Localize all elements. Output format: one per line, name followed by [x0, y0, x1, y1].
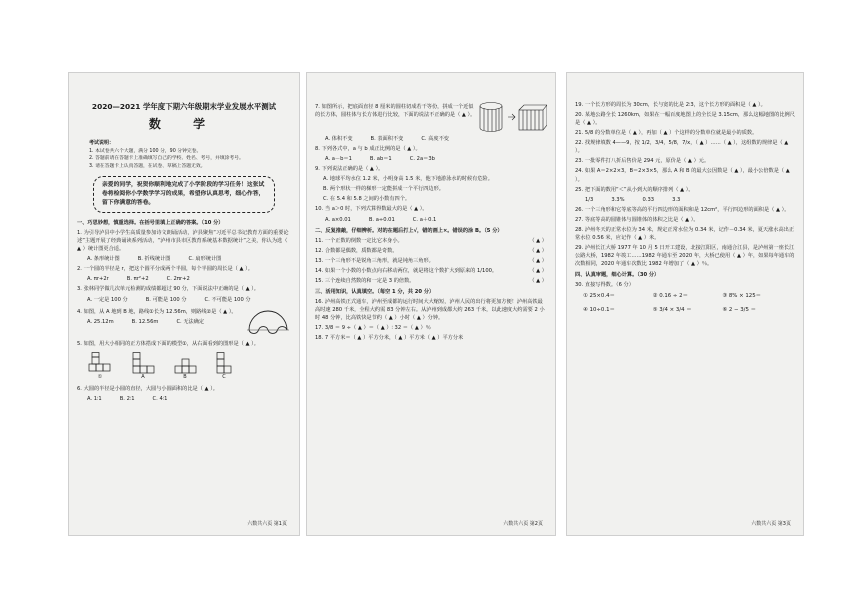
- question-6-options: [87, 395, 291, 403]
- exam-notes: [89, 140, 291, 170]
- option: C. 不可能是 100 分: [204, 296, 251, 303]
- question-20: 20. 某地公路全长 1260km，如果在一幅百度地图上的全长是 3.15cm，那么这幅地图的比例尺是（ ▲ ）。: [575, 112, 795, 127]
- option: C. 高度不变: [421, 136, 449, 142]
- option: B. 表面积不变: [370, 136, 404, 142]
- exam-page-3: [566, 72, 804, 536]
- number: 1/3: [585, 196, 594, 203]
- question-21: 21. 5/8 的分数单位是（ ▲ ），再加（ ▲ ）个这样的分数单位就是最小的质数。: [575, 130, 758, 137]
- calc-item: ⑤ 3/4 × 3/4 ＝: [652, 306, 692, 313]
- calc-item: ⑥ 2 − 3/5 ＝: [722, 306, 757, 313]
- judge-item: [315, 247, 547, 255]
- calc-item: ① 25×0.4＝: [583, 293, 615, 300]
- question-22: 22. 找规律填数 4——9，按 1/2，3/4，5/8，7/x，（ ▲ ）……（ ▲ ），这组数的规律是（ ▲ ）。: [575, 140, 789, 155]
- option: A. a－b＝1: [325, 156, 352, 163]
- question-17: 17. 3/8 ＝ 9 ÷（ ▲ ）＝（ ▲ ）∶ 32 ＝（ ▲ ）％: [315, 325, 431, 332]
- option: A. πr+2r: [87, 276, 109, 283]
- exam-title: 2020—2021 学年度下期六年级期末学业发展水平测试: [91, 102, 277, 111]
- note-1: 1. 本试卷共六个大题，满分 100 分，90 分钟完卷。: [89, 148, 202, 154]
- question-9: 9. 下列说法正确的是（ ▲ ）。: [315, 166, 384, 173]
- judge-item: [315, 257, 547, 265]
- question-2: 2. 一个圆的半径是 r，把这个圆平分成两个半圆，每个半圆的周长是（ ▲ ）。: [77, 266, 253, 273]
- figure-model: [87, 352, 113, 382]
- question-26: 26. 一个三角形和它等底等高的平行四边形的面积和是 12cm²，平行四边形的面积是（ ▲ ）。: [575, 206, 790, 213]
- option: B. ab＝1: [369, 156, 392, 163]
- page-footer: 六数共六页 第3页: [751, 521, 791, 528]
- question-5: 5. 如图，用大小相同的正方体搭成下面的模型①，从右面看到的图形是（ ▲ ）。: [77, 340, 259, 347]
- option: B. πr²+2: [126, 276, 149, 283]
- section-3-heading: 三、活用知识，认真填空。（每空 1 分，共 20 分）: [315, 288, 435, 295]
- question-9-option-a: A. 地球平均水位 1.2 米，小明身高 1.5 米，他下地游泳水的时候有危险。: [323, 176, 493, 183]
- section-1-heading: 一、巧思妙想，慎重选择。在括号里填上正确的答案。（10 分）: [77, 220, 224, 227]
- answer-blank: （ ▲ ）: [529, 237, 547, 244]
- exam-page-1: [68, 72, 300, 536]
- option: C. 无法确定: [176, 318, 205, 325]
- judge-text: 12. 合数都是偶数，质数都是奇数。: [315, 247, 398, 254]
- section-4-heading: 四、认真审题，细心计算。（30 分）: [575, 272, 660, 279]
- question-23: 23. 一批零件打八折后售价是 294 元，原价是（ ▲ ）元。: [575, 158, 710, 165]
- number: 0.33: [642, 196, 655, 203]
- judge-item: [315, 237, 547, 245]
- figure-label: C: [222, 373, 226, 380]
- question-6: 6. 大圆的半径是小圆的直径，大圆与小圆面积的比是（ ▲ ）。: [77, 386, 218, 393]
- subject-title: 数 学: [148, 117, 220, 132]
- judge-item: [315, 277, 547, 285]
- question-30: 30. 直接写得数。（6 分）: [575, 282, 634, 289]
- option: C. 2a＝3b: [409, 156, 435, 163]
- judge-text: 15. 三个连续自然数的和一定是 3 的倍数。: [315, 277, 415, 284]
- question-8: 8. 下列各式中，a 与 b 成正比例的是（ ▲ ）。: [315, 146, 421, 153]
- cylinder-to-cuboid-diagram: [477, 101, 547, 133]
- figure-c: [215, 352, 233, 382]
- option: A. 条形统计图: [87, 256, 120, 263]
- question-19: 19. 一个长方形的周长为 30cm，长与宽的比是 2∶3，这个长方形的面积是（ ▲ ）。: [575, 102, 766, 108]
- page-footer: 六数共六页 第2页: [503, 521, 543, 528]
- option: B. 可能是 100 分: [145, 296, 187, 303]
- answer-blank: （ ▲ ）: [529, 267, 547, 274]
- answer-blank: （ ▲ ）: [529, 257, 547, 264]
- option: B. 12.56m: [131, 318, 159, 325]
- option: A. 25.12m: [87, 318, 114, 325]
- answer-blank: （ ▲ ）: [529, 247, 547, 254]
- question-4: 4. 如图，从 A 地到 B 地，路线①长为 12.56m，则路线②是（ ▲ ）。: [77, 308, 237, 315]
- cube-model-icon: [87, 352, 113, 374]
- cube-figures: [87, 352, 281, 382]
- option-c-shape-icon: [215, 352, 233, 374]
- question-7: 7. 如图所示，把底面直径 8 厘米的圆柱切成若干等份，拼成一个近似的长方体，圆柱体与长方体进行比较，下面的说法不正确的是（ ▲ ）。: [315, 104, 476, 119]
- calculation-grid: [583, 292, 787, 314]
- question-10: 10. 当 a＞0 时，下列式算得数最大的是（ ▲ ）。: [315, 206, 428, 213]
- option: B. 折线统计图: [137, 256, 171, 263]
- question-2-options: [87, 275, 291, 283]
- calc-item: ③ 8% × 125＝: [722, 293, 762, 300]
- option: C. 2πr+2: [166, 276, 190, 283]
- option: B. a÷0.01: [368, 216, 395, 223]
- figure-label: ①: [97, 373, 103, 380]
- question-29: 29. 泸州长江大桥 1977 年 10 月 5 日开工建设，北接江阳区，南通合江县，是泸州第一座长江公路大桥，1982 年竣工……1982 年通车至 2020 年，大桥已使用（ ▲ ）年，如果每年通车的次数相同，2020 年通车次数比 1982 年增加了（ ▲ ）％。: [575, 244, 795, 268]
- question-25: 25. 把下面的数用“＜”从小到大的顺序排列（ ▲ ）。: [575, 186, 694, 193]
- option: C. 4∶1: [152, 396, 168, 403]
- question-3: 3. 张林同学做几次单元检测的成绩都超过 90 分，下面说法中正确的是（ ▲ ）。: [77, 286, 259, 293]
- number: 3.3%: [611, 196, 625, 203]
- option: B. 2∶1: [119, 396, 135, 403]
- option: C. 扇形统计图: [188, 256, 222, 263]
- section-2-heading: 二、反复推敲，仔细辨析。对的在题后打上√，错的画上×。错误的涂 B。（5 分）: [315, 227, 503, 234]
- figure-b: [173, 352, 197, 382]
- note-2: 2. 答题前请在答题卡上准确填写自己的学校、姓名、考号，并填涂考号。: [89, 156, 244, 162]
- option: A. 体积不变: [325, 136, 353, 142]
- question-10-options: [325, 216, 547, 224]
- question-24: 24. 如果 A＝2×2×3，B＝2×3×5，那么 A 和 B 的最大公因数是（ ▲ ），最小公倍数是（ ▲ ）。: [575, 168, 790, 183]
- figure-label: B: [183, 373, 187, 380]
- calc-item: ④ 10÷0.1＝: [583, 306, 615, 313]
- judge-text: 14. 如果一个小数的小数点向右移动两位，就是将这个数扩大到原来的 1/100。: [315, 267, 498, 274]
- question-7-options: [325, 135, 547, 143]
- judge-text: 11. 一个正数的倒数一定比它本身小。: [315, 237, 403, 244]
- note-3: 3. 请在答题卡上认真答题，在试卷、草稿上答题无效。: [89, 163, 206, 169]
- question-8-options: [325, 155, 547, 163]
- exam-page-2: [306, 72, 556, 536]
- question-1: 1. 为引导泸县中小学生高质量参加诗文朗诵活动，泸县聚焦“习近平总书记教育方面的重要论述”主题开展了经典诵读系列活动，“泸州市县市区教育系统基本数据统计”之美，你认为选（ ▲ ）统计图更合适。: [77, 230, 289, 253]
- question-4-options: [87, 318, 245, 326]
- calc-item: ② 0.16 ÷ 2＝: [652, 293, 688, 300]
- question-1-options: [87, 255, 291, 263]
- option: A. 1∶1: [87, 396, 102, 403]
- page-footer: 六数共六页 第1页: [247, 521, 287, 528]
- question-9-option-c: C. 在 5.4 和 5.8 之间的小数有四个。: [323, 196, 411, 203]
- option: A. 一定是 100 分: [87, 296, 128, 303]
- option-a-shape-icon: [131, 352, 155, 374]
- encouragement-box: 亲爱的同学，祝贺你顺利地完成了小学阶段的学习任务！这张试卷将检阅你小学数学学习的成果，希望你认真思考，细心作答，留下你满意的答卷。: [93, 176, 275, 213]
- answer-blank: （ ▲ ）: [529, 277, 547, 284]
- question-28: 28. 泸州冬天的正常水位为 34 米，规定正常水位为 0.34 米，记作－0.34 米，夏天涨水高出正常水位 0.56 米，应记作（ ▲ ）米。: [575, 226, 795, 241]
- question-18: 18. 7 平方米＝（ ▲ ）平方分米，（ ▲ ）平方米（ ▲ ）平方分米: [315, 335, 464, 342]
- judge-text: 13. 一个三角形不是锐角三角形，就是钝角三角形。: [315, 257, 434, 264]
- question-25-numbers: [585, 196, 795, 204]
- route-diagram: [245, 306, 291, 338]
- judge-item: [315, 267, 547, 275]
- option: A. a×0.01: [325, 216, 351, 223]
- question-16: 16. 泸州高铁正式通车，泸州至成都的运行时间大大缩短，泸州人民的出行将更加方便！泸州高铁最高时速 280 千米，全程大约需 83 分钟左右。从泸州到成都大约 263 千米，以此速度大约需要 2 小时 48 分钟，比高铁快是节约（ ▲ ）小时（ ▲ ）分钟。: [315, 299, 545, 322]
- figure-a: [131, 352, 155, 382]
- option: C. a＋0.1: [412, 216, 437, 223]
- question-27: 27. 等底等高的圆锥体与圆锥体的体积之比是（ ▲ ）。: [575, 216, 699, 223]
- question-9-option-b: B. 两个形状一样的梯形一定能拼成一个平行四边形。: [323, 186, 444, 193]
- number: 3.3: [672, 196, 681, 203]
- figure-label: A: [141, 373, 145, 380]
- notes-heading: 考试说明：: [89, 140, 115, 147]
- option-b-shape-icon: [173, 352, 197, 374]
- question-3-options: [87, 296, 291, 304]
